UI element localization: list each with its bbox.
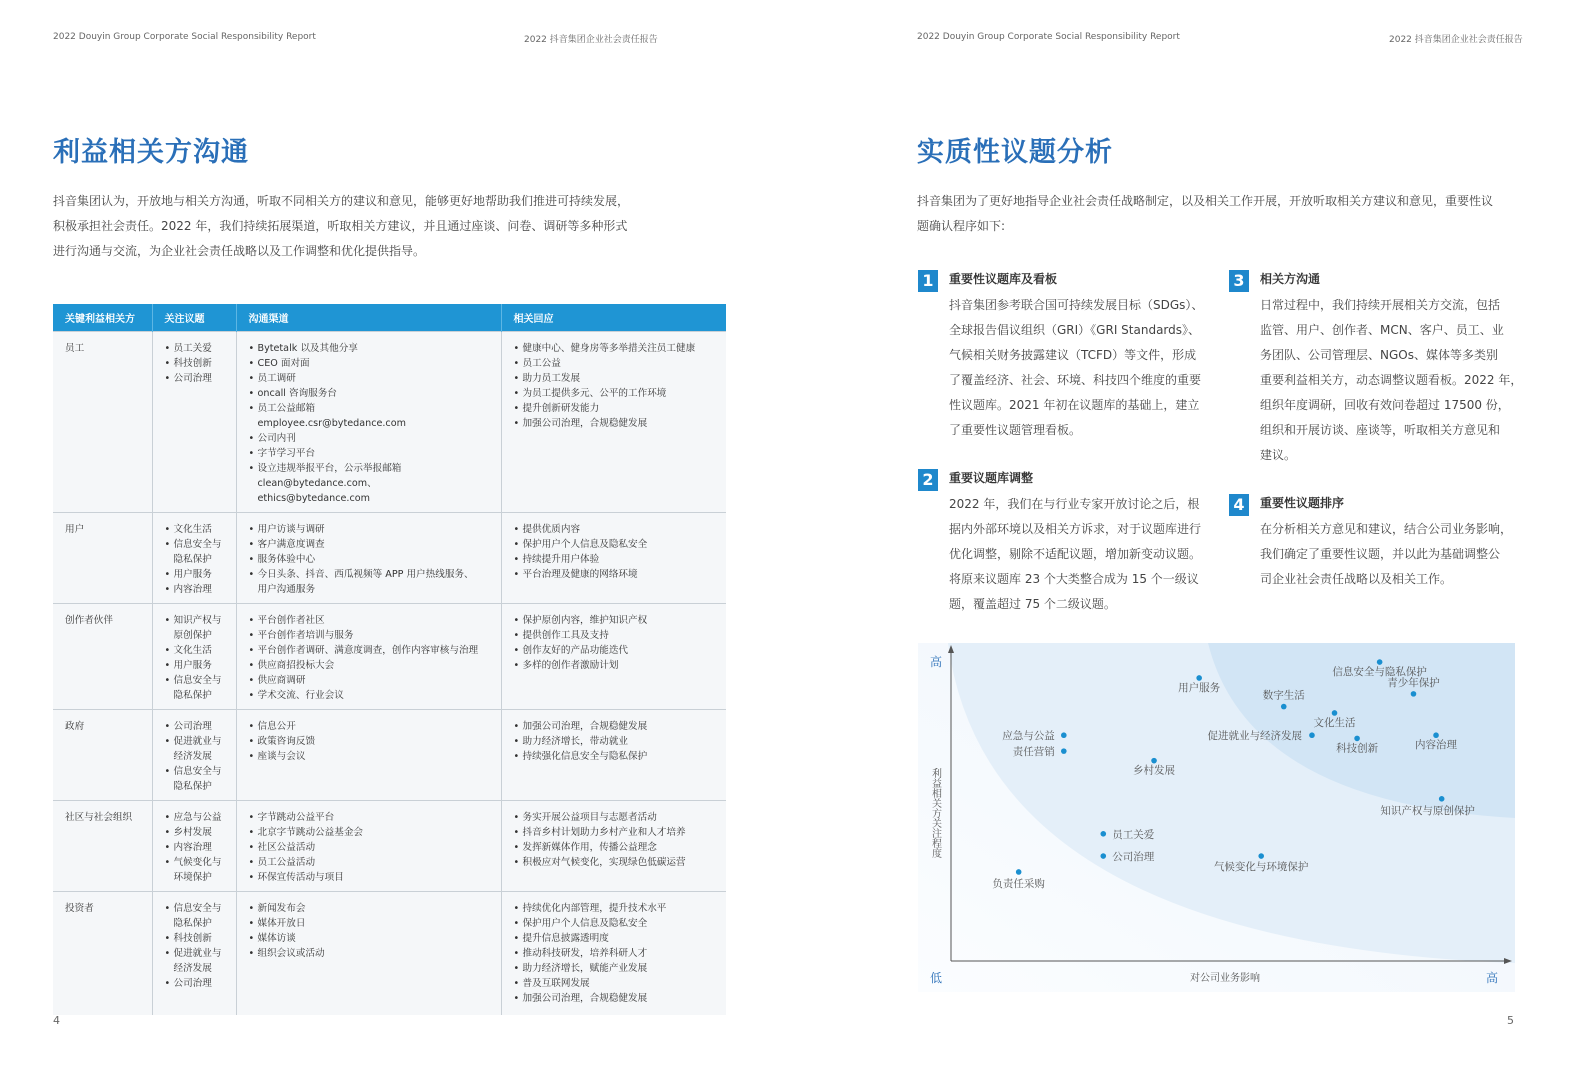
- data-point: [1439, 796, 1445, 802]
- header-report-title-en: 2022 Douyin Group Corporate Social Responsibility Report: [53, 32, 316, 42]
- step-line: 重要利益相关方，动态调整议题看板。2022 年，: [1260, 373, 1523, 387]
- bullet-list: [249, 901, 489, 961]
- step-line: 性议题库。2021 年初在议题库的基础上，建立: [949, 398, 1200, 412]
- list-item: • 用户访谈与调研: [249, 522, 489, 537]
- step-line: 抖音集团参考联合国可持续发展目标（SDGs）、: [949, 298, 1204, 312]
- right-intro-paragraph: [917, 189, 1527, 239]
- list-item: • 服务体验中心: [249, 552, 489, 567]
- list-item: • 平台治理及健康的网络环境: [514, 567, 715, 582]
- topics-cell: [152, 892, 236, 1015]
- step-line: 日常过程中，我们持续开展相关方交流，包括: [1260, 298, 1501, 312]
- header-report-title-en: 2022 Douyin Group Corporate Social Responsibility Report: [917, 32, 1180, 42]
- data-label: 促进就业与经济发展: [1207, 730, 1302, 743]
- bullet-list: [249, 613, 489, 703]
- list-item: • 客户满意度调查: [249, 537, 489, 552]
- channels-cell: [236, 332, 501, 513]
- materiality-matrix-chart: [918, 643, 1515, 992]
- left-intro-paragraph: [53, 189, 733, 264]
- list-item: • 持续提升用户体验: [514, 552, 715, 567]
- step-line: 组织年度调研，回收有效问卷超过 17500 份，: [1260, 398, 1510, 412]
- step-line: 题，覆盖超过 75 个二级议题。: [949, 597, 1116, 611]
- list-item: • 气候变化与: [165, 855, 224, 870]
- list-item: • 文化生活: [165, 643, 224, 658]
- step-line: 建议。: [1260, 448, 1297, 462]
- table-row: [53, 892, 726, 1015]
- step-line: 了覆盖经济、社会、环境、科技四个维度的重要: [949, 373, 1202, 387]
- step-line: 优化调整，剔除不适配议题，增加新变动议题。: [949, 547, 1202, 561]
- bullet-list: [514, 613, 715, 673]
- list-item: • 持续优化内部管理，提升技术水平: [514, 901, 715, 916]
- x-axis-high-label: 高: [1486, 971, 1499, 985]
- list-item: • 信息安全与: [165, 673, 224, 688]
- list-item: • 信息安全与: [165, 764, 224, 779]
- bullet-list: [514, 810, 715, 870]
- list-item: • 促进就业与: [165, 734, 224, 749]
- step-number-badge: 3: [1229, 270, 1249, 292]
- list-item: • 多样的创作者激励计划: [514, 658, 715, 673]
- col-header-channels: 沟通渠道: [236, 304, 501, 332]
- bullet-list: [249, 341, 489, 506]
- list-item: • 媒体开放日: [249, 916, 489, 931]
- step-number-badge: 2: [918, 469, 938, 491]
- list-item: • 推动科技研发，培养科研人才: [514, 946, 715, 961]
- data-label: 文化生活: [1313, 716, 1356, 729]
- step-line: 全球报告倡议组织（GRI）《GRI Standards》、: [949, 323, 1201, 337]
- bullet-list: [165, 719, 224, 794]
- header-report-title-cn: 2022 抖音集团企业社会责任报告: [524, 35, 658, 45]
- list-item: • 员工关爱: [165, 341, 224, 356]
- header-report-title-cn: 2022 抖音集团企业社会责任报告: [1389, 35, 1523, 45]
- list-item: • 为员工提供多元、公平的工作环境: [514, 386, 715, 401]
- list-item: • 设立违规举报平台，公示举报邮箱: [249, 461, 489, 476]
- list-item: • 员工公益邮箱: [249, 401, 489, 416]
- data-point: [1332, 710, 1338, 716]
- list-item: 经济发展: [173, 751, 212, 762]
- step-line: 司企业社会责任战略以及相关工作。: [1260, 572, 1453, 586]
- list-item: • 提升创新研发能力: [514, 401, 715, 416]
- step-1: [918, 270, 1218, 440]
- step-line: 2022 年，我们在与行业专家开放讨论之后，根: [949, 497, 1200, 511]
- bullet-list: [165, 901, 224, 991]
- step-body: [1260, 293, 1550, 468]
- list-item: • 信息安全与: [165, 901, 224, 916]
- data-label: 青少年保护: [1387, 676, 1440, 689]
- y-axis-high-label: 高: [930, 655, 943, 669]
- intro-line: 抖音集团为了更好地指导企业社会责任战略制定，以及相关工作开展，开放听取相关方建议和意见，重要性议: [917, 194, 1494, 208]
- data-label: 公司治理: [1112, 851, 1155, 864]
- step-line: 务团队、公司管理层、NGOs、媒体等多类别: [1260, 348, 1498, 362]
- step-line: 据内外部环境以及相关方诉求，对于议题库进行: [949, 522, 1202, 536]
- list-item: • 促进就业与: [165, 946, 224, 961]
- topics-cell: [152, 604, 236, 710]
- list-item: • 务实开展公益项目与志愿者活动: [514, 810, 715, 825]
- step-line: 在分析相关方意见和建议，结合公司业务影响，: [1260, 522, 1513, 536]
- stakeholder-cell: 创作者伙伴: [53, 604, 152, 710]
- list-item: • 供应商调研: [249, 673, 489, 688]
- data-point: [1100, 853, 1106, 859]
- step-line: 气候相关财务披露建议（TCFD）等文件，形成: [949, 348, 1197, 362]
- step-title: 重要性议题排序: [1260, 496, 1345, 510]
- list-item: • 平台创作者培训与服务: [249, 628, 489, 643]
- list-item: • 科技创新: [165, 356, 224, 371]
- table-row: [53, 710, 726, 801]
- x-axis-title: 对公司业务影响: [1190, 973, 1260, 984]
- list-item: • 内容治理: [165, 582, 224, 597]
- step-body: [949, 492, 1239, 617]
- list-item: • 乡村发展: [165, 825, 224, 840]
- list-item: • 积极应对气候变化，实现绿色低碳运营: [514, 855, 715, 870]
- data-point: [1377, 659, 1383, 665]
- topics-cell: [152, 513, 236, 604]
- page-title-stakeholder-communication: 利益相关方沟通: [53, 137, 249, 168]
- list-item: • 组织会议或活动: [249, 946, 489, 961]
- list-item: • 社区公益活动: [249, 840, 489, 855]
- list-item: • 助力员工发展: [514, 371, 715, 386]
- topics-cell: [152, 332, 236, 513]
- list-item: • Bytetalk 以及其他分享: [249, 341, 489, 356]
- data-label: 知识产权与原创保护: [1380, 804, 1475, 817]
- bullet-list: [165, 341, 224, 386]
- list-item: • 北京字节跳动公益基金会: [249, 825, 489, 840]
- list-item: • 公司内刊: [249, 431, 489, 446]
- list-item: • 保护原创内容，维护知识产权: [514, 613, 715, 628]
- data-label: 负责任采购: [992, 877, 1045, 890]
- table-row: [53, 604, 726, 710]
- channels-cell: [236, 710, 501, 801]
- data-label: 应急与公益: [1002, 730, 1055, 743]
- stakeholder-cell: 社区与社会组织: [53, 801, 152, 892]
- responses-cell: [501, 892, 726, 1015]
- data-label: 内容治理: [1415, 739, 1458, 752]
- stakeholder-cell: 用户: [53, 513, 152, 604]
- list-item: • 保护用户个人信息及隐私安全: [514, 537, 715, 552]
- list-item: • 信息安全与: [165, 537, 224, 552]
- intro-line: 抖音集团认为，开放地与相关方沟通，听取不同相关方的建议和意见，能够更好地帮助我们推进可持续发展，: [53, 194, 630, 208]
- list-item: • 助力经济增长，带动就业: [514, 734, 715, 749]
- list-item: • 提供创作工具及支持: [514, 628, 715, 643]
- list-item: • 提供优质内容: [514, 522, 715, 537]
- list-item: • 提升信息披露透明度: [514, 931, 715, 946]
- step-number-badge: 4: [1229, 494, 1249, 516]
- list-item: • 平台创作者调研、满意度调查，创作内容审核与治理: [249, 643, 489, 658]
- stakeholder-cell: 政府: [53, 710, 152, 801]
- list-item: • 内容治理: [165, 840, 224, 855]
- list-item: • 加强公司治理，合规稳健发展: [514, 719, 715, 734]
- list-item: • 持续强化信息安全与隐私保护: [514, 749, 715, 764]
- list-item: • 平台创作者社区: [249, 613, 489, 628]
- table-body: [53, 332, 726, 1015]
- channels-cell: [236, 604, 501, 710]
- step-line: 我们确定了重要性议题，并以此为基础调整公: [1260, 547, 1501, 561]
- step-title: 重要议题库调整: [949, 471, 1034, 485]
- page-number: 4: [53, 1014, 60, 1027]
- list-item: • 环保宣传活动与项目: [249, 870, 489, 885]
- data-label: 信息安全与隐私保护: [1332, 666, 1427, 679]
- data-point: [1061, 748, 1067, 754]
- bullet-list: [514, 901, 715, 1006]
- step-line: 监管、用户、创作者、MCN、客户、员工、业: [1260, 323, 1504, 337]
- list-item: • 保护用户个人信息及隐私安全: [514, 916, 715, 931]
- data-point: [1100, 831, 1106, 837]
- intro-line: 进行沟通与交流，为企业社会责任战略以及工作调整和优化提供指导。: [53, 244, 426, 258]
- data-point: [1309, 732, 1315, 738]
- step-title: 相关方沟通: [1260, 272, 1321, 286]
- bullet-list: [249, 719, 489, 764]
- data-label: 气候变化与环境保护: [1213, 861, 1309, 874]
- list-item: • 学术交流、行业会议: [249, 688, 489, 703]
- table-header-row: [53, 304, 726, 332]
- table-row: [53, 801, 726, 892]
- list-item: • 信息公开: [249, 719, 489, 734]
- list-item: 环境保护: [173, 872, 212, 883]
- table-row: [53, 332, 726, 513]
- responses-cell: [501, 513, 726, 604]
- data-label: 用户服务: [1178, 681, 1221, 694]
- list-item: • 公司治理: [165, 719, 224, 734]
- page-number: 5: [1507, 1014, 1514, 1027]
- list-item: 隐私保护: [173, 690, 212, 701]
- list-item: • 公司治理: [165, 976, 224, 991]
- step-body: [1260, 517, 1550, 592]
- list-item: • 普及互联网发展: [514, 976, 715, 991]
- list-item: • 加强公司治理，合规稳健发展: [514, 416, 715, 431]
- list-item: 隐私保护: [173, 918, 212, 929]
- list-item: • oncall 咨询服务台: [249, 386, 489, 401]
- list-item: • 公司治理: [165, 371, 224, 386]
- list-item: • 用户服务: [165, 567, 224, 582]
- step-line: 将原来议题库 23 个大类整合成为 15 个一级议: [949, 572, 1199, 586]
- step-number-badge: 1: [918, 270, 938, 292]
- bullet-list: [514, 522, 715, 582]
- list-item: • 应急与公益: [165, 810, 224, 825]
- stakeholder-cell: 员工: [53, 332, 152, 513]
- data-point: [1151, 758, 1157, 764]
- responses-cell: [501, 332, 726, 513]
- intro-line: 题确认程序如下:: [917, 219, 1006, 233]
- x-axis-low-label: 低: [930, 971, 943, 985]
- data-point: [1196, 675, 1202, 681]
- data-label: 员工关爱: [1112, 828, 1155, 841]
- step-2: [918, 469, 1218, 619]
- list-item: • 知识产权与: [165, 613, 224, 628]
- list-item: • 今日头条、抖音、西瓜视频等 APP 用户热线服务、: [249, 567, 489, 582]
- list-item: employee.csr@bytedance.com: [257, 418, 406, 429]
- list-item: • 健康中心、健身房等多举措关注员工健康: [514, 341, 715, 356]
- list-item: • 新闻发布会: [249, 901, 489, 916]
- data-point: [1061, 732, 1067, 738]
- list-item: 用户沟通服务: [257, 584, 316, 595]
- data-label: 科技创新: [1336, 742, 1379, 755]
- stakeholder-cell: 投资者: [53, 892, 152, 1015]
- step-title: 重要性议题库及看板: [949, 272, 1058, 286]
- list-item: • 字节学习平台: [249, 446, 489, 461]
- list-item: 经济发展: [173, 963, 212, 974]
- list-item: • 政策咨询反馈: [249, 734, 489, 749]
- list-item: 隐私保护: [173, 554, 212, 565]
- bullet-list: [165, 522, 224, 597]
- channels-cell: [236, 801, 501, 892]
- list-item: clean@bytedance.com、ethics@bytedance.com: [257, 478, 377, 504]
- topics-cell: [152, 801, 236, 892]
- list-item: 原创保护: [173, 630, 212, 641]
- bullet-list: [165, 613, 224, 703]
- data-point: [1354, 736, 1360, 742]
- list-item: • 媒体访谈: [249, 931, 489, 946]
- page-title-materiality-analysis: 实质性议题分析: [917, 137, 1113, 168]
- list-item: • 用户服务: [165, 658, 224, 673]
- responses-cell: [501, 801, 726, 892]
- col-header-stakeholder: 关键利益相关方: [53, 304, 152, 332]
- responses-cell: [501, 710, 726, 801]
- data-label: 乡村发展: [1133, 764, 1176, 777]
- intro-line: 积极承担社会责任。2022 年，我们持续拓展渠道，听取相关方建议，并且通过座谈、问卷、调研等多种形式: [53, 219, 628, 233]
- step-4: [1229, 494, 1529, 594]
- list-item: • 员工公益活动: [249, 855, 489, 870]
- list-item: • 座谈与会议: [249, 749, 489, 764]
- bullet-list: [514, 719, 715, 764]
- list-item: • 文化生活: [165, 522, 224, 537]
- bullet-list: [165, 810, 224, 885]
- y-axis-title: 利益相关方关注程度: [929, 768, 941, 858]
- col-header-topics: 关注议题: [152, 304, 236, 332]
- list-item: 隐私保护: [173, 781, 212, 792]
- col-header-responses: 相关回应: [501, 304, 726, 332]
- data-label: 责任营销: [1012, 746, 1055, 759]
- list-item: • 加强公司治理，合规稳健发展: [514, 991, 715, 1006]
- step-3: [1229, 270, 1529, 465]
- step-line: 了重要性议题管理看板。: [949, 423, 1082, 437]
- list-item: • CEO 面对面: [249, 356, 489, 371]
- table-row: [53, 513, 726, 604]
- list-item: • 字节跳动公益平台: [249, 810, 489, 825]
- list-item: • 供应商招投标大会: [249, 658, 489, 673]
- stakeholder-table: [53, 304, 726, 1015]
- channels-cell: [236, 892, 501, 1015]
- responses-cell: [501, 604, 726, 710]
- list-item: • 科技创新: [165, 931, 224, 946]
- step-body: [949, 293, 1239, 443]
- list-item: • 创作友好的产品功能迭代: [514, 643, 715, 658]
- data-point: [1281, 704, 1287, 710]
- data-point: [1258, 853, 1264, 859]
- list-item: • 员工调研: [249, 371, 489, 386]
- data-point: [1433, 732, 1439, 738]
- list-item: • 发挥新媒体作用，传播公益理念: [514, 840, 715, 855]
- list-item: • 抖音乡村计划助力乡村产业和人才培养: [514, 825, 715, 840]
- data-point: [1016, 869, 1022, 875]
- bullet-list: [514, 341, 715, 431]
- channels-cell: [236, 513, 501, 604]
- data-point: [1411, 691, 1417, 697]
- list-item: • 员工公益: [514, 356, 715, 371]
- bullet-list: [249, 522, 489, 597]
- data-label: 数字生活: [1262, 689, 1305, 702]
- topics-cell: [152, 710, 236, 801]
- bullet-list: [249, 810, 489, 885]
- step-line: 组织和开展访谈、座谈等，听取相关方意见和: [1260, 423, 1501, 437]
- list-item: • 助力经济增长，赋能产业发展: [514, 961, 715, 976]
